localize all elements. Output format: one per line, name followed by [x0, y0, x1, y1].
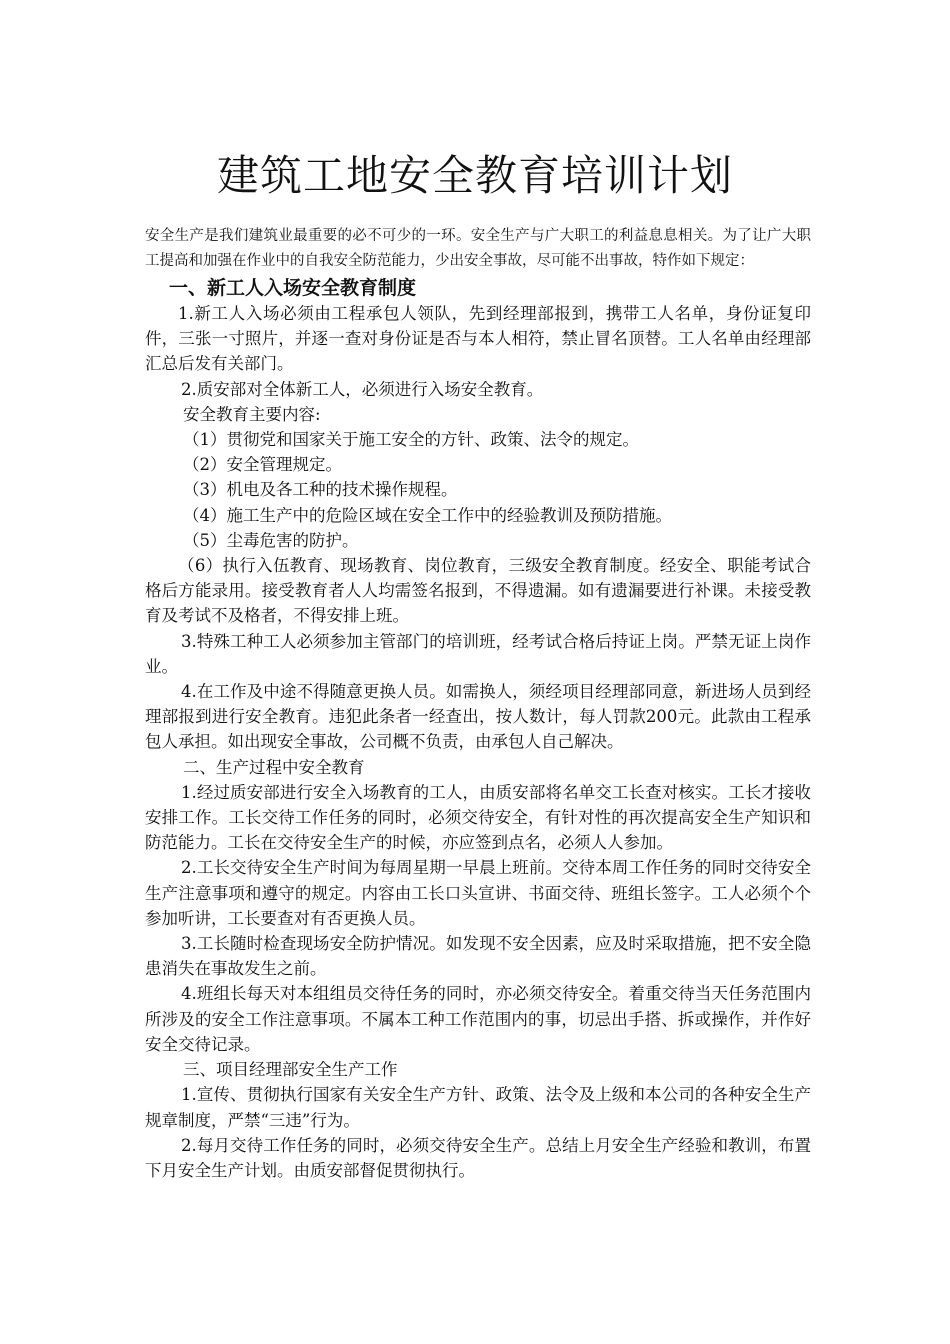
- section1-item-2: （2）安全管理规定。: [183, 455, 342, 475]
- section1-paragraph-1: 1.新工人入场必须由工程承包人领队，先到经理部报到，携带工人名单，身份证复印件，三张一寸照片，并逐一查对身份证是否与本人相符，禁止冒名顶替。工人名单由经理部汇总后发有关部门。: [145, 304, 811, 374]
- intro-paragraph: 安全生产是我们建筑业最重要的必不可少的一环。安全生产与广大职工的利益息息相关。为了让广大职工提高和加强在作业中的自我安全防范能力，少出安全事故，尽可能不出事故，特作如下规定：: [145, 228, 811, 269]
- section1-item-3: （3）机电及各工种的技术操作规程。: [183, 480, 458, 500]
- document-body: [145, 224, 811, 1183]
- document-title: 建筑工地安全教育培训计划: [216, 151, 733, 201]
- section1-heading: 一、新工人入场安全教育制度: [169, 277, 417, 299]
- section1-paragraph-2: 2.质安部对全体新工人，必须进行入场安全教育。: [181, 379, 544, 399]
- section1-content-label: 安全教育主要内容:: [183, 404, 321, 424]
- section1-paragraph-3: 3.特殊工种工人必须参加主管部门的培训班，经考试合格后持证上岗。严禁无证上岗作业。: [145, 631, 811, 676]
- section3-paragraph-2: 2.每月交待工作任务的同时，必须交待安全生产。总结上月安全生产经验和教训，布置下月安全生产计划。由质安部督促贯彻执行。: [145, 1135, 811, 1180]
- section1-item-6: （6）执行入伍教育、现场教育、岗位教育，三级安全教育制度。经安全、职能考试合格后方能录用。接受教育者人人均需签名报到，不得遗漏。如有遗漏要进行补课。未接受教育及考试不及格者，不得安排上班。: [145, 556, 811, 626]
- section1-item-1: （1）贯彻党和国家关于施工安全的方针、政策、法令的规定。: [183, 430, 639, 450]
- section3-heading: 三、项目经理部安全生产工作: [183, 1060, 398, 1080]
- section1-paragraph-4: 4.在工作及中途不得随意更换人员。如需换人，须经项目经理部同意，新进场人员到经理部报到进行安全教育。违犯此条者一经查出，按人数计，每人罚款200元。此款由工程承包人承担。如出现安全事故，公司概不负责，由承包人自己解决。: [145, 682, 811, 752]
- section2-paragraph-1: 1.经过质安部进行安全入场教育的工人，由质安部将名单交工长查对核实。工长才接收安排工作。工长交待工作任务的同时，必须交待安全，有针对性的再次提高安全生产知识和防范能力。工长在交待安全生产的时候，亦应签到点名，必须人人参加。: [145, 782, 811, 853]
- section2-heading: 二、生产过程中安全教育: [183, 757, 365, 777]
- section2-paragraph-4: 4.班组长每天对本组组员交待任务的同时，亦必须交待安全。着重交待当天任务范围内所涉及的安全工作注意事项。不属本工种工作范围内的事，切忌出手搭、拆或操作，并作好安全交待记录。: [145, 984, 811, 1054]
- section1-item-5: （5）尘毒危害的防护。: [183, 530, 359, 550]
- section2-paragraph-2: 2.工长交待安全生产时间为每周星期一早晨上班前。交待本周工作任务的同时交待安全生产注意事项和遵守的规定。内容由工长口头宣讲、书面交待、班组长签字。工人必须个个参加听讲，工长要查对有否更换人员。: [145, 858, 811, 928]
- section2-paragraph-3: 3.工长随时检查现场安全防护情况。如发现不安全因素，应及时采取措施，把不安全隐患消失在事故发生之前。: [145, 934, 811, 979]
- section3-paragraph-1: 1.宣传、贯彻执行国家有关安全生产方针、政策、法令及上级和本公司的各种安全生产规章制度，严禁“三违”行为。: [145, 1085, 811, 1130]
- section1-item-4: （4）施工生产中的危险区域在安全工作中的经验教训及预防措施。: [183, 505, 672, 525]
